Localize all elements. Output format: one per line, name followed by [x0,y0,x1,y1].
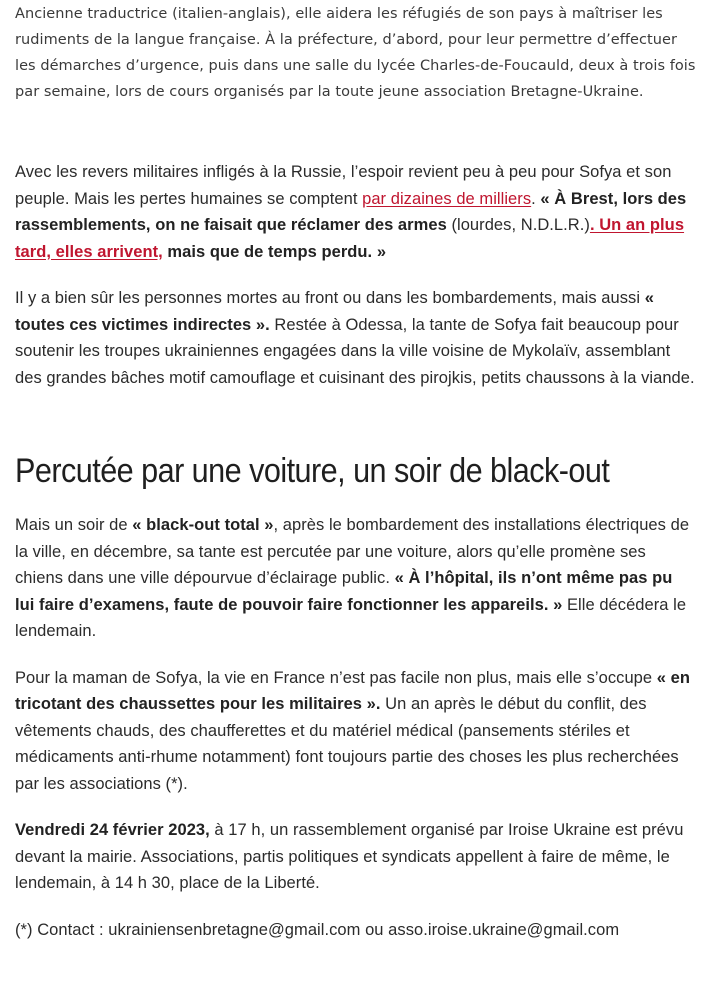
p1-text-c: (lourdes, N.D.L.R.) [446,216,590,234]
paragraph-rassemblement [15,817,696,897]
paragraph-maman-sofya [15,665,696,798]
quote-victimes-indirectes: « toutes ces victimes indirectes ». [15,289,654,334]
quote-temps-perdu: mais que de temps perdu. » [162,242,387,261]
quote-brest: « À Brest, lors des rassemblements, on ne faisait que réclamer des armes [15,189,687,234]
contact-text: (*) Contact : ukrainiensenbretagne@gmail.com ou asso.iroise.ukraine@gmail.com [15,920,620,939]
quote-chaussettes: « en tricotant des chaussettes pour les militaires ». [15,668,690,713]
intro-text: Ancienne traductrice (italien-anglais), elle aidera les réfugiés de son pays à maîtriser les rudiments de la langue française. À la préfecture, d’abord, pour leur permettre d’effectuer les démarches d’urgence, puis dans une salle du lycée Charles-de-Foucauld, deux à trois fois par semaine, lors de cours organisés par la toute jeune association Bretagne-Ukraine. [15,6,696,100]
intro-paragraph [15,1,696,105]
p4-text-a: Pour la maman de Sofya, la vie en France n’est pas facile non plus, mais elle s’occupe [15,668,657,687]
paragraph-victimes-indirectes [15,285,696,391]
paragraph-revers-militaires [15,159,696,265]
p2-text-a: Il y a bien sûr les personnes mortes au front ou dans les bombardements, mais aussi [15,289,645,307]
quote-black-out-total: « black-out total » [132,516,274,534]
p4-text-b: Un an après le début du conflit, des vêtements chauds, des chaufferettes et du matériel médical (pansements stériles et médicaments anti-rhume notamment) font toujours partie des choses les plus recherchées par les associations (*). [15,695,679,793]
article-body [0,1,712,943]
paragraph-black-out [15,512,696,645]
quote-hopital: « À l’hôpital, ils n’ont même pas pu lui faire d’examens, faute de pouvoir faire fonctionner les appareils. » [15,569,673,614]
p5-text-a: à 17 h, un rassemblement organisé par Iroise Ukraine est prévu devant la mairie. Associations, partis politiques et syndicats appellent à faire de même, le lendemain, à 14 h 30, place de la Liberté. [15,821,684,892]
link-un-an-plus-tard[interactable]: . Un an plus tard, elles arrivent, [15,216,685,261]
p3-text-a: Mais un soir de [15,516,133,534]
p1-text-b: . [531,189,541,208]
link-dizaines-de-milliers[interactable]: par dizaines de milliers [362,189,532,208]
event-date: Vendredi 24 février 2023, [15,821,210,839]
contact-line [15,917,696,944]
p3-text-b: , après le bombardement des installations électriques de la ville, en décembre, sa tante est percutée par une voiture, alors qu’elle promène ses chiens dans une ville dépourvue d’éclairage public. [15,516,690,587]
p3-text-c: Elle décédera le lendemain. [15,595,687,640]
p1-text-a: Avec les revers militaires infligés à la Russie, l’espoir revient peu à peu pour Sofya et son peuple. Mais les pertes humaines se comptent [15,163,672,208]
section-heading: Percutée par une voiture, un soir de black-out [15,452,610,490]
p2-text-b: Restée à Odessa, la tante de Sofya fait beaucoup pour soutenir les troupes ukrainiennes engagées dans la ville voisine de Mykolaïv, assemblant des grandes bâches motif camouflage et cuisinant des pirojkis, petits chaussons à la viande. [15,315,695,387]
